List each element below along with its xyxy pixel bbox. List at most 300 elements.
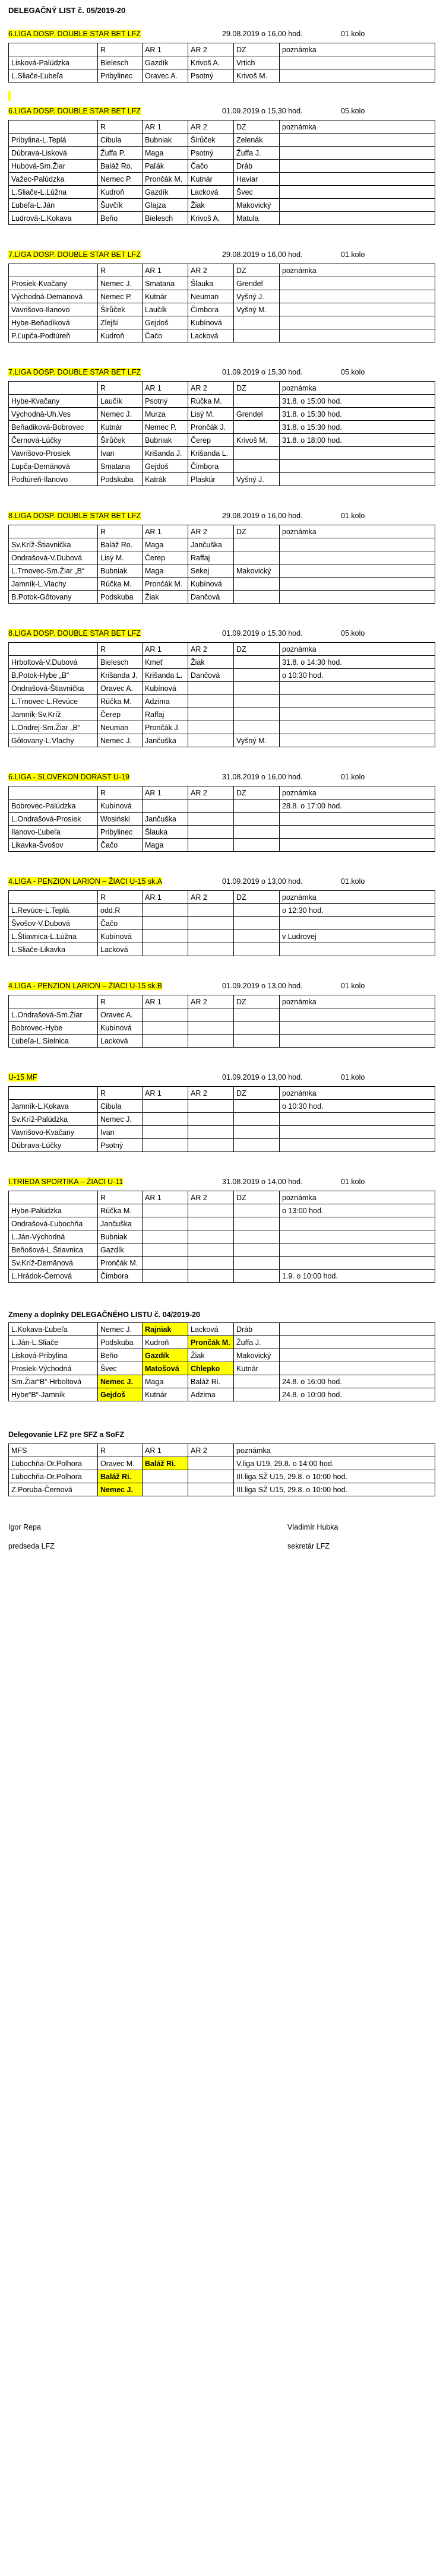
- cell-pozn: [280, 329, 435, 342]
- cell-ar2: Kubínová: [188, 578, 234, 591]
- cell-ar2: Baláž Ri.: [188, 1375, 234, 1388]
- cell-dz: [234, 800, 280, 813]
- match-table: [8, 43, 435, 83]
- cell-dz: [234, 538, 280, 551]
- col-header-match: [9, 525, 98, 538]
- highlight-mark: [8, 91, 11, 101]
- table-row: [9, 212, 435, 225]
- table-row: [9, 147, 435, 160]
- cell-ar1: [143, 1113, 188, 1126]
- cell-pozn: [280, 682, 435, 695]
- cell-r: Kubínová: [98, 1021, 143, 1035]
- cell-pozn: [280, 160, 435, 173]
- cell-pozn: [280, 303, 435, 316]
- cell-r: Baláž Ro.: [98, 538, 143, 551]
- table-row: [9, 538, 435, 551]
- cell-dz: [234, 721, 280, 734]
- cell-ar2: [188, 1470, 234, 1483]
- col-header-r: R: [98, 1087, 143, 1100]
- cell-match: Vavrišovo-Ilanovo: [9, 303, 98, 316]
- col-header-pozn: poznámka: [280, 1191, 435, 1204]
- col-header-match: [9, 995, 98, 1008]
- cell-ar2: [188, 943, 234, 956]
- col-header-dz: DZ: [234, 1191, 280, 1204]
- col-header-ar1: AR 1: [143, 1444, 188, 1457]
- cell-pozn: III.liga SŽ U15, 29.8. o 10:00 hod.: [234, 1470, 435, 1483]
- cell-ar2: Psotný: [188, 147, 234, 160]
- cell-pozn: [280, 1008, 435, 1021]
- header-row: [9, 43, 435, 56]
- cell-ar1: Bubniak: [143, 134, 188, 147]
- cell-ar2: Širůček: [188, 134, 234, 147]
- cell-dz: Vyšný J.: [234, 473, 280, 486]
- cell-match: Prosiek-Kvačany: [9, 277, 98, 290]
- table-row: [9, 1336, 435, 1349]
- cell-ar2: [188, 1126, 234, 1139]
- section-heading: [8, 628, 365, 639]
- cell-pozn: [280, 564, 435, 578]
- cell-ar1: [143, 943, 188, 956]
- cell-dz: [234, 695, 280, 708]
- cell-ar2: [188, 839, 234, 852]
- cell-match: Dúbrava-Lisková: [9, 147, 98, 160]
- col-header-dz: DZ: [234, 525, 280, 538]
- cell-r: Žuffa P.: [98, 147, 143, 160]
- cell-match: Východná-Uh.Ves: [9, 408, 98, 421]
- cell-match: Podtúreň-Ilanovo: [9, 473, 98, 486]
- col-header-pozn: poznámka: [280, 43, 435, 56]
- cell-match: Beňošová-L.Štiavnica: [9, 1243, 98, 1257]
- cell-ar1: Gazdík: [143, 56, 188, 69]
- cell-dz: [234, 1230, 280, 1243]
- cell-ar1: Šlauka: [143, 826, 188, 839]
- cell-match: Sv.Kríž-Palúdzka: [9, 1113, 98, 1126]
- cell-match: Vavrišovo-Prosiek: [9, 447, 98, 460]
- cell-dz: Zelenák: [234, 134, 280, 147]
- cell-ar2: Lisý M.: [188, 408, 234, 421]
- cell-match: L.Trnovec-Sm.Žiar „B“: [9, 564, 98, 578]
- cell-ar1: Psotný: [143, 395, 188, 408]
- cell-pozn: [280, 551, 435, 564]
- cell-pozn: [280, 578, 435, 591]
- cell-r: Bubniak: [98, 564, 143, 578]
- cell-match: Sv.Kríž-Štiavnička: [9, 538, 98, 551]
- cell-match: Gôtovany-L.Vlachy: [9, 734, 98, 747]
- section-date: 31.08.2019 o 16,00 hod.: [222, 773, 303, 781]
- cell-r: Čimbora: [98, 1270, 143, 1283]
- cell-match: L.Kokava-Ľubeľa: [9, 1323, 98, 1336]
- cell-r: Krišanda J.: [98, 669, 143, 682]
- cell-dz: [234, 1008, 280, 1021]
- table-row: [9, 199, 435, 212]
- cell-match: Ľubeľa-L.Ján: [9, 199, 98, 212]
- cell-r: Gejdoš: [98, 1388, 143, 1401]
- cell-ar1: Smatana: [143, 277, 188, 290]
- cell-ar1: Gazdík: [143, 1349, 188, 1362]
- section-heading: [8, 367, 365, 377]
- cell-pozn: [280, 1113, 435, 1126]
- header-row: [9, 120, 435, 134]
- cell-ar1: Kmeť: [143, 656, 188, 669]
- cell-match: L.Ján-L.Sliače: [9, 1336, 98, 1349]
- col-header-match: [9, 1191, 98, 1204]
- section-name: 6.LIGA DOSP. DOUBLE STAR BET LFZ: [8, 107, 141, 115]
- cell-r: Šuvčík: [98, 199, 143, 212]
- cell-pozn: [280, 591, 435, 604]
- cell-r: Kutnár: [98, 421, 143, 434]
- cell-match: Sv.Kríž-Demänová: [9, 1257, 98, 1270]
- cell-dz: Makovický: [234, 199, 280, 212]
- cell-ar1: Kutnár: [143, 290, 188, 303]
- cell-dz: [234, 591, 280, 604]
- cell-dz: [234, 1388, 280, 1401]
- cell-r: Kubínová: [98, 800, 143, 813]
- cell-dz: [234, 1035, 280, 1048]
- section-name: 6.LIGA - SLOVEKON DORAST U-19: [8, 773, 130, 781]
- changes-table: [8, 1322, 435, 1401]
- col-header-ar2: AR 2: [188, 1444, 234, 1457]
- cell-ar2: [188, 734, 234, 747]
- section-round: 01.kolo: [341, 1073, 365, 1081]
- cell-ar2: [188, 708, 234, 721]
- cell-dz: Kutnár: [234, 1362, 280, 1375]
- cell-pozn: [280, 56, 435, 69]
- document-title: DELEGAČNÝ LIST č. 05/2019-20: [8, 6, 126, 15]
- cell-ar2: [188, 1100, 234, 1113]
- cell-ar2: [188, 1217, 234, 1230]
- table-row: [9, 434, 435, 447]
- cell-dz: Grendel: [234, 277, 280, 290]
- cell-ar2: Čerep: [188, 434, 234, 447]
- cell-ar1: Oravec A.: [143, 69, 188, 83]
- cell-match: Jamník-L.Kokava: [9, 1100, 98, 1113]
- table-row: [9, 421, 435, 434]
- cell-match: Vavrišovo-Kvačany: [9, 1126, 98, 1139]
- col-header-match: [9, 643, 98, 656]
- cell-r: Lisý M.: [98, 551, 143, 564]
- cell-pozn: [280, 69, 435, 83]
- section-date: 31.08.2019 o 14,00 hod.: [222, 1178, 303, 1186]
- cell-match: Hybe“B“-Jamník: [9, 1388, 98, 1401]
- section-date: 29.08.2019 o 16,00 hod.: [222, 30, 303, 38]
- cell-dz: [234, 1217, 280, 1230]
- table-row: [9, 1035, 435, 1048]
- cell-r: Gazdík: [98, 1243, 143, 1257]
- table-row: [9, 551, 435, 564]
- cell-ar1: Krišanda J.: [143, 447, 188, 460]
- section-round: 01.kolo: [341, 250, 365, 259]
- col-header-pozn: poznámka: [280, 264, 435, 277]
- cell-match: Hrboltová-V.Dubová: [9, 656, 98, 669]
- cell-ar2: [188, 1270, 234, 1283]
- cell-r: Baláž Ri.: [98, 1470, 143, 1483]
- table-row: [9, 1270, 435, 1283]
- cell-ar2: [188, 1139, 234, 1152]
- changes-heading: Zmeny a doplnky DELEGAČNÉHO LISTU č. 04/2019-20: [8, 1311, 201, 1319]
- section-date: 01.09.2019 o 15,30 hod.: [222, 368, 303, 376]
- cell-ar2: Čačo: [188, 160, 234, 173]
- table-row: [9, 160, 435, 173]
- table-row: [9, 69, 435, 83]
- cell-match: Beňadiková-Bobrovec: [9, 421, 98, 434]
- cell-dz: Vyšný J.: [234, 290, 280, 303]
- cell-ar1: Adzima: [143, 695, 188, 708]
- sfz-table: [8, 1444, 435, 1496]
- table-row: [9, 1230, 435, 1243]
- cell-dz: [234, 551, 280, 564]
- cell-r: Prončák M.: [98, 1257, 143, 1270]
- col-header-r: R: [98, 525, 143, 538]
- cell-pozn: [280, 316, 435, 329]
- cell-ar1: Nemec P.: [143, 421, 188, 434]
- table-row: [9, 1375, 435, 1388]
- cell-r: Nemec J.: [98, 1375, 143, 1388]
- col-header-r: R: [98, 382, 143, 395]
- table-row: [9, 447, 435, 460]
- col-header-ar1: AR 1: [143, 120, 188, 134]
- cell-ar2: [188, 930, 234, 943]
- cell-ar2: [188, 1257, 234, 1270]
- cell-pozn: [280, 173, 435, 186]
- section-name: 4.LIGA - PENZION LARION – ŽIACI U-15 sk.A: [8, 877, 163, 886]
- cell-r: Nemec J.: [98, 1113, 143, 1126]
- table-row: [9, 1323, 435, 1336]
- table-row: [9, 186, 435, 199]
- cell-match: L.Sliače-L.Lúžna: [9, 186, 98, 199]
- cell-pozn: [280, 1230, 435, 1243]
- col-header-pozn: poznámka: [280, 1087, 435, 1100]
- cell-pozn: [280, 447, 435, 460]
- section-round: 01.kolo: [341, 877, 365, 886]
- cell-ar2: Kubínová: [188, 316, 234, 329]
- cell-match: L.Ondrej-Sm.Žiar „B“: [9, 721, 98, 734]
- table-row: [9, 1021, 435, 1035]
- section-round: 05.kolo: [341, 107, 365, 115]
- table-row: [9, 1470, 435, 1483]
- cell-ar2: [188, 826, 234, 839]
- section-heading: [8, 772, 365, 782]
- cell-dz: [234, 682, 280, 695]
- cell-ar2: [188, 1457, 234, 1470]
- col-header-ar2: AR 2: [188, 1191, 234, 1204]
- match-table: [8, 786, 435, 852]
- cell-ar2: Lacková: [188, 1323, 234, 1336]
- cell-ar1: Matošová: [143, 1362, 188, 1375]
- cell-r: Lacková: [98, 943, 143, 956]
- cell-r: Wosiński: [98, 813, 143, 826]
- table-row: [9, 682, 435, 695]
- cell-pozn: [280, 734, 435, 747]
- cell-r: Oravec M.: [98, 1457, 143, 1470]
- cell-r: Bielesch: [98, 56, 143, 69]
- col-header-mfs: MFS: [9, 1444, 98, 1457]
- table-row: [9, 277, 435, 290]
- col-header-ar1: AR 1: [143, 1087, 188, 1100]
- cell-ar2: [188, 1113, 234, 1126]
- cell-match: Ondrašová-Štiavnička: [9, 682, 98, 695]
- section-heading: [8, 1176, 365, 1187]
- table-row: [9, 1139, 435, 1152]
- cell-ar2: Plaskúr: [188, 473, 234, 486]
- section-date: 01.09.2019 o 15,30 hod.: [222, 629, 303, 637]
- cell-ar2: Kutnár: [188, 173, 234, 186]
- cell-pozn: o 10:30 hod.: [280, 669, 435, 682]
- cell-pozn: o 12:30 hod.: [280, 904, 435, 917]
- table-row: [9, 917, 435, 930]
- table-row: [9, 1008, 435, 1021]
- cell-dz: [234, 329, 280, 342]
- col-header-dz: DZ: [234, 643, 280, 656]
- col-header-ar2: AR 2: [188, 786, 234, 800]
- cell-pozn: [280, 708, 435, 721]
- cell-ar1: [143, 917, 188, 930]
- col-header-match: [9, 786, 98, 800]
- cell-r: Podskuba: [98, 591, 143, 604]
- cell-pozn: o 10:30 hod.: [280, 1100, 435, 1113]
- table-row: [9, 1113, 435, 1126]
- table-row: [9, 656, 435, 669]
- cell-pozn: [280, 147, 435, 160]
- col-header-match: [9, 264, 98, 277]
- table-row: [9, 930, 435, 943]
- cell-r: Nemec J.: [98, 1323, 143, 1336]
- cell-pozn: III.liga SŽ U15, 29.8. o 10:00 hod.: [234, 1483, 435, 1496]
- cell-r: Rúčka M.: [98, 1204, 143, 1217]
- header-row: [9, 1191, 435, 1204]
- section-date: 01.09.2019 o 13,00 hod.: [222, 877, 303, 886]
- table-row: [9, 721, 435, 734]
- cell-r: Zlejší: [98, 316, 143, 329]
- cell-r: Rúčka M.: [98, 578, 143, 591]
- cell-ar1: Prončák M.: [143, 173, 188, 186]
- cell-dz: [234, 578, 280, 591]
- cell-r: Baláž Ro.: [98, 160, 143, 173]
- cell-pozn: 28.8. o 17:00 hod.: [280, 800, 435, 813]
- cell-ar1: Gejdoš: [143, 460, 188, 473]
- cell-dz: [234, 826, 280, 839]
- cell-ar2: [188, 1230, 234, 1243]
- cell-r: Nemec P.: [98, 290, 143, 303]
- cell-dz: Haviar: [234, 173, 280, 186]
- cell-match: Černová-Lúčky: [9, 434, 98, 447]
- col-header-ar2: AR 2: [188, 995, 234, 1008]
- cell-dz: Makovický: [234, 1349, 280, 1362]
- table-row: [9, 408, 435, 421]
- header-row: [9, 643, 435, 656]
- cell-ar2: Krišanda L.: [188, 447, 234, 460]
- section-heading: [8, 1072, 365, 1083]
- col-header-ar1: AR 1: [143, 382, 188, 395]
- cell-match: L.Revúce-L.Teplá: [9, 904, 98, 917]
- section-heading: [8, 106, 365, 116]
- cell-ar1: Gazdík: [143, 186, 188, 199]
- cell-pozn: [280, 1035, 435, 1048]
- cell-ar1: Maga: [143, 839, 188, 852]
- cell-ar2: [188, 813, 234, 826]
- cell-match: Jamník-L.Vlachy: [9, 578, 98, 591]
- table-row: [9, 1457, 435, 1470]
- cell-ar2: Krivoš A.: [188, 212, 234, 225]
- table-row: [9, 669, 435, 682]
- cell-match: B.Potok-Hybe „B“: [9, 669, 98, 682]
- cell-pozn: [280, 277, 435, 290]
- cell-r: Laučík: [98, 395, 143, 408]
- cell-ar2: [188, 1035, 234, 1048]
- cell-ar2: [188, 721, 234, 734]
- section-name: 6.LIGA DOSP. DOUBLE STAR BET LFZ: [8, 30, 141, 38]
- cell-match: Ilanovo-Ľubeľa: [9, 826, 98, 839]
- cell-match: L.Sliače-Likavka: [9, 943, 98, 956]
- cell-dz: [234, 930, 280, 943]
- cell-r: Ivan: [98, 1126, 143, 1139]
- match-table: [8, 525, 435, 604]
- header-row: [9, 1087, 435, 1100]
- cell-r: Bubniak: [98, 1230, 143, 1243]
- section-name: I.TRIEDA SPORTIKA – ŽIACI U-11: [8, 1178, 124, 1186]
- cell-dz: Dráb: [234, 1323, 280, 1336]
- col-header-pozn: poznámka: [280, 891, 435, 904]
- cell-dz: [234, 708, 280, 721]
- col-header-ar2: AR 2: [188, 525, 234, 538]
- cell-ar2: Chlepko: [188, 1362, 234, 1375]
- cell-ar1: [143, 1021, 188, 1035]
- cell-r: Psotný: [98, 1139, 143, 1152]
- col-header-dz: DZ: [234, 995, 280, 1008]
- cell-pozn: [280, 1243, 435, 1257]
- col-header-dz: DZ: [234, 264, 280, 277]
- table-row: [9, 591, 435, 604]
- signature-left-role: predseda LFZ: [8, 1542, 55, 1550]
- col-header-ar1: AR 1: [143, 525, 188, 538]
- cell-match: L.Ján-Východná: [9, 1230, 98, 1243]
- header-row: [9, 525, 435, 538]
- cell-match: L.Štiavnica-L.Lúžna: [9, 930, 98, 943]
- col-header-ar2: AR 2: [188, 120, 234, 134]
- cell-dz: [234, 904, 280, 917]
- cell-ar2: Žiak: [188, 199, 234, 212]
- cell-r: Čerep: [98, 708, 143, 721]
- cell-match: Sm.Žiar“B“-Hrboltová: [9, 1375, 98, 1388]
- col-header-ar1: AR 1: [143, 43, 188, 56]
- cell-r: Nemec J.: [98, 277, 143, 290]
- section-name: 7.LIGA DOSP. DOUBLE STAR BET LFZ: [8, 368, 141, 376]
- cell-dz: Dráb: [234, 160, 280, 173]
- section-name: 7.LIGA DOSP. DOUBLE STAR BET LFZ: [8, 250, 141, 259]
- cell-ar1: Žiak: [143, 591, 188, 604]
- cell-pozn: [280, 1323, 435, 1336]
- cell-pozn: 31.8. o 15:00 hod.: [280, 395, 435, 408]
- col-header-ar2: AR 2: [188, 891, 234, 904]
- header-row: [9, 995, 435, 1008]
- section-date: 01.09.2019 o 13,00 hod.: [222, 1073, 303, 1081]
- col-header-r: R: [98, 786, 143, 800]
- cell-ar1: [143, 1126, 188, 1139]
- col-header-ar1: AR 1: [143, 995, 188, 1008]
- cell-r: Širůček: [98, 303, 143, 316]
- section-round: 01.kolo: [341, 30, 365, 38]
- cell-pozn: [280, 1362, 435, 1375]
- table-row: [9, 1204, 435, 1217]
- cell-ar1: Paľák: [143, 160, 188, 173]
- col-header-dz: DZ: [234, 120, 280, 134]
- match-table: [8, 381, 435, 486]
- cell-r: Rúčka M.: [98, 695, 143, 708]
- cell-ar1: Kudroň: [143, 1336, 188, 1349]
- signature-right-name: Vladimír Hubka: [287, 1523, 338, 1531]
- match-table: [8, 642, 435, 747]
- table-row: [9, 316, 435, 329]
- cell-match: Bobrovec-Palúdzka: [9, 800, 98, 813]
